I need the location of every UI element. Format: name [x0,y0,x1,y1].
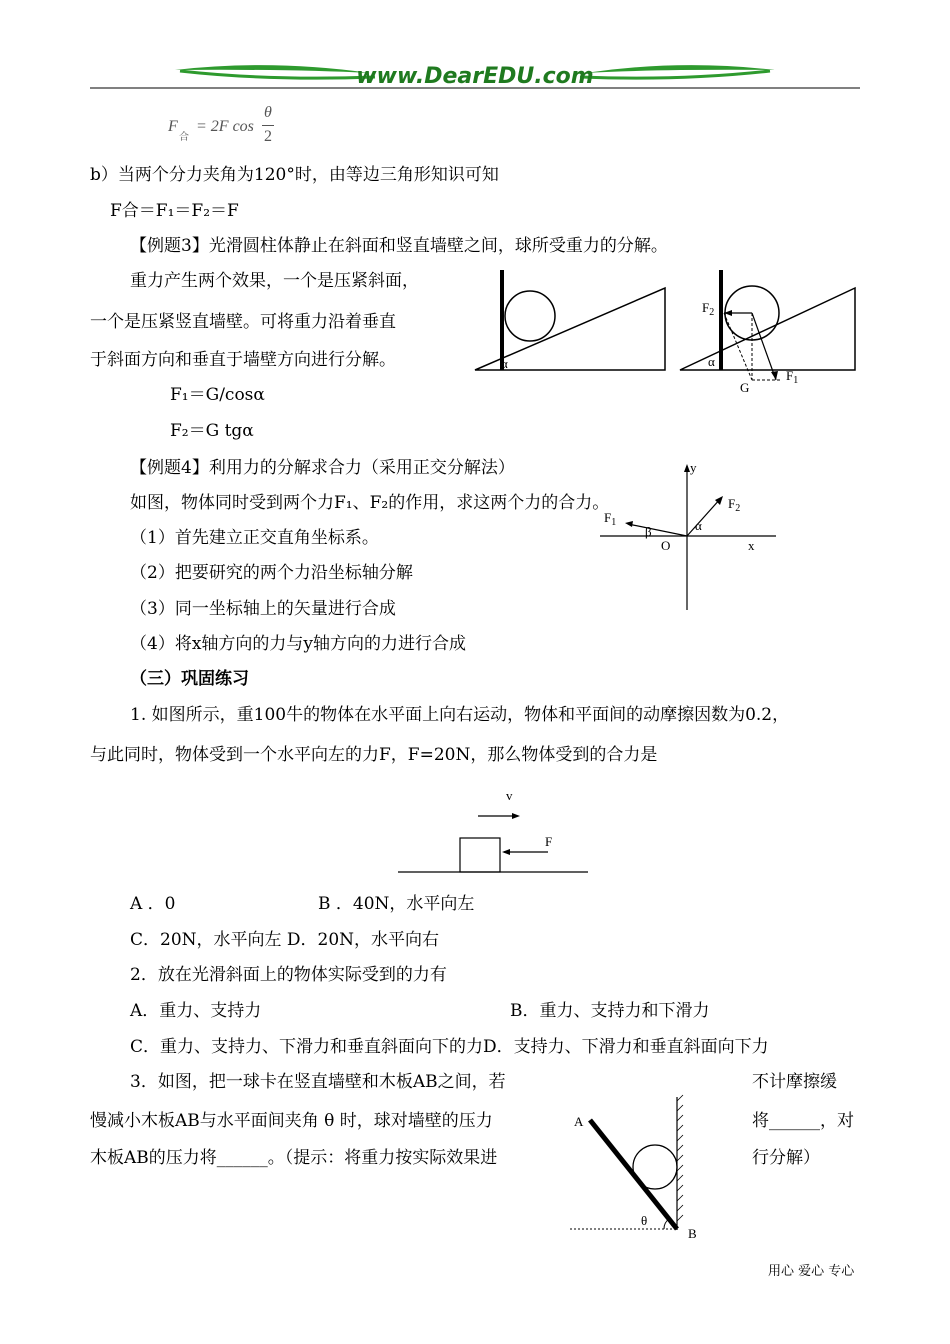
example4-step-2: （2）把要研究的两个力沿坐标轴分解 [130,563,413,583]
svg-text:v: v [506,788,513,803]
q1-option-b: B ．40N，水平向左 [318,894,475,914]
q3-line-2b: 将______，对 [752,1111,854,1131]
svg-text:α: α [695,518,702,533]
example4-title: 【例题4】利用力的分解求合力（采用正交分解法） [130,458,515,478]
svg-text:α: α [708,354,715,369]
example4-step-3: （3）同一坐标轴上的矢量进行合成 [130,599,396,619]
q3-line-3a: 木板AB的压力将______。（提示：将重力按实际效果进 [90,1148,498,1168]
example3-formula-f1: F₁＝G/cosα [170,385,265,405]
example3-title: 【例题3】光滑圆柱体静止在斜面和竖直墙壁之间，球所受重力的分解。 [130,236,668,256]
svg-text:β: β [645,524,652,539]
svg-text:A: A [574,1114,584,1129]
example3-para-1: 重力产生两个效果，一个是压紧斜面， [130,271,419,291]
site-logo: www.DearEDU.com [356,64,594,89]
q2-text: 2．放在光滑斜面上的物体实际受到的力有 [130,965,447,985]
q1-line-1: 1. 如图所示，重100牛的物体在水平面上向右运动，物体和平面间的动摩擦因数为0.2， [130,705,790,725]
q2-option-b: B．重力、支持力和下滑力 [510,1001,710,1021]
figure-ball-on-incline [475,268,675,373]
figure-ball-between-wall-and-board [570,1095,720,1245]
svg-text:F2: $F_2$ [702,300,715,318]
page-footer: 用心 爱心 专心 [768,1264,855,1279]
text-b-equation: F合＝F₁＝F₂＝F [110,201,239,221]
q1-line-2: 与此同时，物体受到一个水平向左的力F，F=20N，那么物体受到的合力是 [90,745,658,765]
example3-para-2: 一个是压紧竖直墙壁。可将重力沿着垂直 [90,312,396,332]
q3-line-1a: 3．如图，把一球卡在竖直墙壁和木板AB之间，若 [130,1072,506,1092]
example4-step-4: （4）将x轴方向的力与y轴方向的力进行合成 [130,634,467,654]
svg-text:x: x [748,538,755,553]
svg-text:α: α [501,356,508,371]
svg-text:G: G [740,380,750,395]
figure-gravity-decomposition [680,268,860,398]
figure-coordinate-axes [598,460,783,612]
svg-text:F1: $F_1$ [786,368,799,386]
figure-block-on-floor [398,788,598,878]
example3-para-3: 于斜面方向和垂直于墙壁方向进行分解。 [90,350,396,370]
svg-text:O: O [661,538,671,553]
q1-option-cd: C．20N，水平向左 D．20N，水平向右 [130,930,440,950]
q3-line-1b: 不计摩擦缓 [752,1072,837,1092]
q2-option-a: A．重力、支持力 [130,1001,262,1021]
svg-text:y: y [690,460,697,475]
text-b-line: b）当两个分力夹角为120°时，由等边三角形知识可知 [90,165,499,185]
header-banner [90,55,860,95]
q1-option-a: A ．0 [130,894,176,914]
example3-formula-f2: F₂＝G tgα [170,421,254,441]
svg-text:θ: θ [641,1213,648,1228]
svg-text:F: F [545,834,553,849]
q3-line-2a: 慢减小木板AB与水平面间夹角 θ 时，球对墙壁的压力 [90,1111,493,1131]
q2-option-cd: C．重力、支持力、下滑力和垂直斜面向下的力D．支持力、下滑力和垂直斜面向下力 [130,1037,769,1057]
example4-step-1: （1）首先建立正交直角坐标系。 [130,528,379,548]
svg-text:B: B [688,1226,697,1241]
example4-para: 如图，物体同时受到两个力F₁、F₂的作用，求这两个力的合力。 [130,493,610,513]
svg-text:F2: $F_2$ [728,496,741,514]
svg-text:F1: $F_1$ [604,510,617,528]
q3-line-3b: 行分解） [752,1148,820,1168]
section-practice-heading: （三）巩固练习 [130,669,249,689]
